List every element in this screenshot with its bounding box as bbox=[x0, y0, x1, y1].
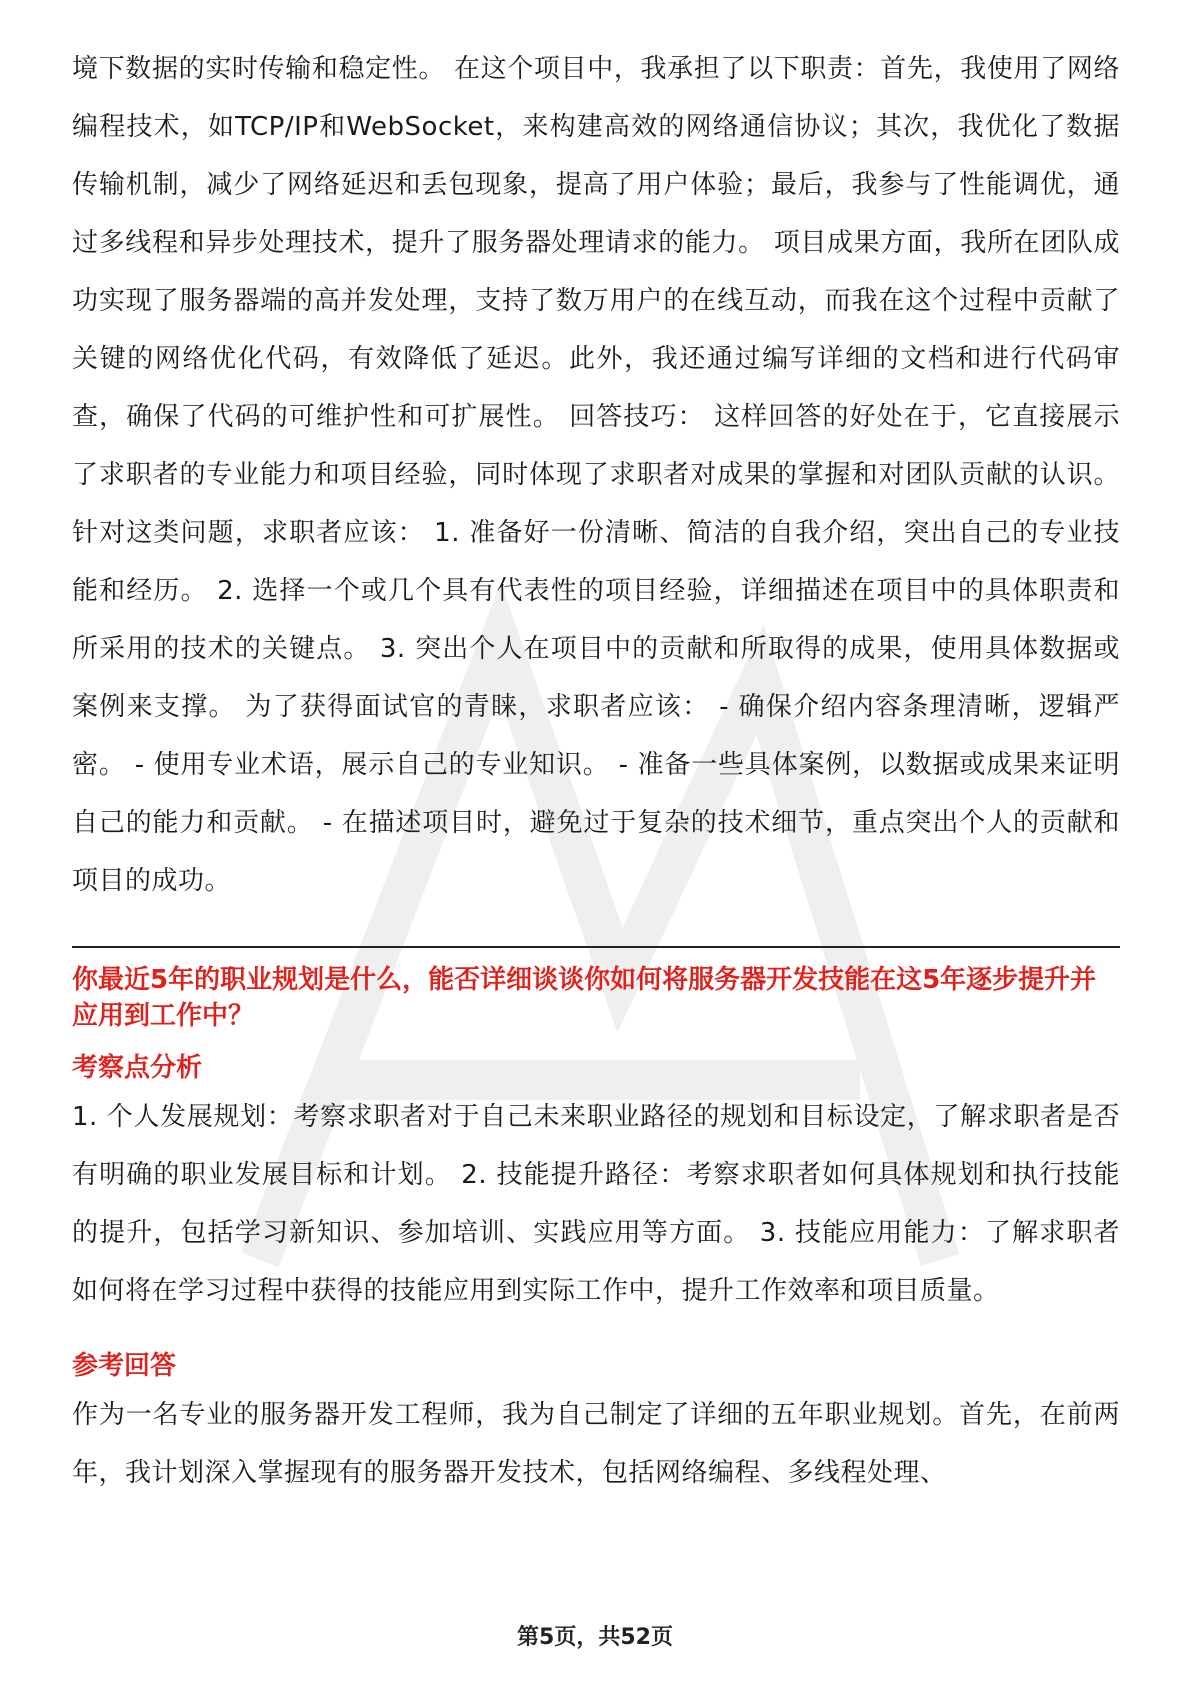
analysis-paragraph: 1. 个人发展规划：考察求职者对于自己未来职业路径的规划和目标设定，了解求职者是否有明确的职业发展目标和计划。 2. 技能提升路径：考察求职者如何具体规划和执行技能的提升，包括学习新知识、参加培训、实践应用等方面。 3. 技能应用能力：了解求职者如何将在学习过程中获得的技能应用到实际工作中，提升工作效率和项目质量。 bbox=[72, 1102, 1120, 1306]
intro-paragraph: 境下数据的实时传输和稳定性。 在这个项目中，我承担了以下职责：首先，我使用了网络编程技术，如TCP/IP和WebSocket，来构建高效的网络通信协议；其次，我优化了数据传输机制，减少了网络延迟和丢包现象，提高了用户体验；最后，我参与了性能调优，通过多线程和异步处理技术，提升了服务器处理请求的能力。 项目成果方面，我所在团队成功实现了服务器端的高并发处理，支持了数万用户的在线互动，而我在这个过程中贡献了关键的网络优化代码，有效降低了延迟。此外，我还通过编写详细的文档和进行代码审查，确保了代码的可维护性和可扩展性。 回答技巧： 这样回答的好处在于，它直接展示了求职者的专业能力和项目经验，同时体现了求职者对成果的掌握和对团队贡献的认识。针对这类问题，求职者应该： 1. 准备好一份清晰、简洁的自我介绍，突出自己的专业技能和经历。 2. 选择一个或几个具有代表性的项目经验，详细描述在项目中的具体职责和所采用的技术的关键点。 3. 突出个人在项目中的贡献和所取得的成果，使用具体数据或案例来支撑。 为了获得面试官的青睐，求职者应该： - 确保介绍内容条理清晰，逻辑严密。 - 使用专业术语，展示自己的专业知识。 - 准备一些具体案例，以数据或成果来证明自己的能力和贡献。 - 在描述项目时，避免过于复杂的技术细节，重点突出个人的贡献和项目的成功。 bbox=[72, 54, 1120, 896]
answer-title: 参考回答 bbox=[72, 1351, 177, 1381]
analysis-title: 考察点分析 bbox=[72, 1053, 203, 1083]
document-content bbox=[72, 40, 1120, 1502]
section-divider bbox=[72, 946, 1120, 948]
page-number: 第5页，共52页 bbox=[517, 1625, 673, 1650]
question-heading: 你最近5年的职业规划是什么，能否详细谈谈你如何将服务器开发技能在这5年逐步提升并应用到工作中？ bbox=[72, 965, 1097, 1031]
answer-paragraph: 作为一名专业的服务器开发工程师，我为自己制定了详细的五年职业规划。首先，在前两年，我计划深入掌握现有的服务器开发技术，包括网络编程、多线程处理、 bbox=[72, 1400, 1120, 1488]
